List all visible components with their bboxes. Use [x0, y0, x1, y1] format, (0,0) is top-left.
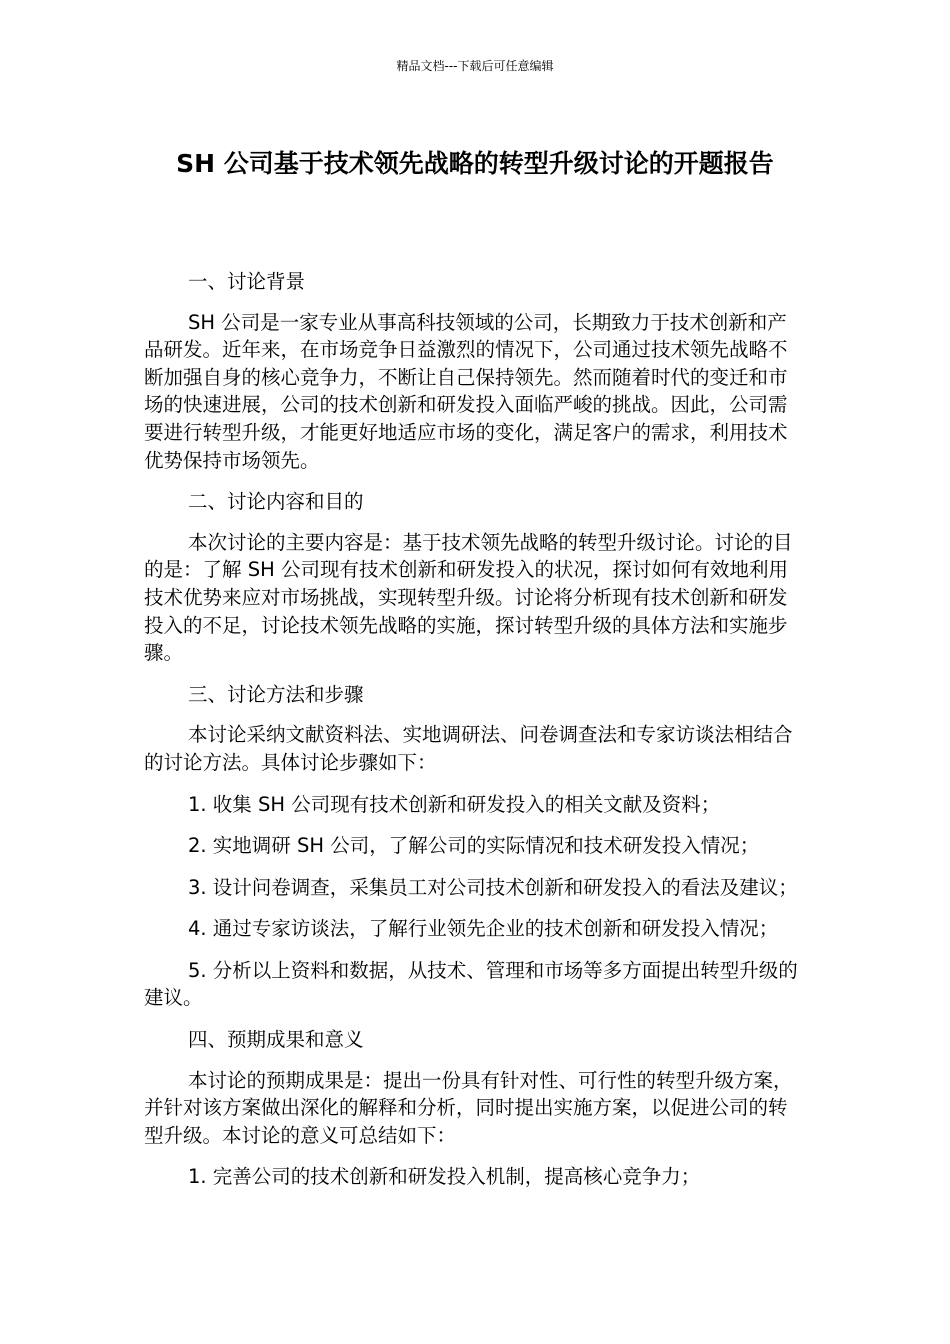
list-item-step-4: 4. 通过专家访谈法，了解行业领先企业的技术创新和研发投入情况；: [188, 917, 779, 941]
document-body: [144, 268, 806, 1205]
section-heading-expected-results: 四、预期成果和意义: [188, 1028, 364, 1052]
section-heading-background: 一、讨论背景: [188, 270, 306, 293]
list-item-step-5: 5. 分析以上资料和数据，从技术、管理和市场等多方面提出转型升级的建议。: [144, 958, 798, 1010]
section-heading-methods-steps: 三、讨论方法和步骤: [188, 682, 364, 706]
list-item-step-2: 2. 实地调研 SH 公司，了解公司的实际情况和技术研发投入情况；: [188, 834, 760, 858]
paragraph-content-purpose: 本次讨论的主要内容是：基于技术领先战略的转型升级讨论。讨论的目的是：了解 SH 公司现有技术创新和研发投入的状况，探讨如何有效地利用技术优势来应对市场挑战，实现转型升级。讨论将分析现有技术创新和研发投入的不足，讨论技术领先战略的实施，探讨转型升级的具体方法和实施步骤。: [144, 530, 793, 665]
paragraph-expected-results: 本讨论的预期成果是：提出一份具有针对性、可行性的转型升级方案，并针对该方案做出深化的解释和分析，同时提出实施方案，以促进公司的转型升级。本讨论的意义可总结如下：: [144, 1068, 793, 1147]
list-item-step-3: 3. 设计问卷调查，采集员工对公司技术创新和研发投入的看法及建议；: [188, 875, 798, 899]
list-item-significance-1: 1. 完善公司的技术创新和研发投入机制，提高核心竞争力；: [188, 1165, 701, 1189]
section-heading-content-purpose: 二、讨论内容和目的: [188, 490, 364, 514]
page-header-note: 精品文档---下载后可任意编辑: [396, 59, 554, 73]
list-item-step-1: 1. 收集 SH 公司现有技术创新和研发投入的相关文献及资料；: [188, 792, 721, 816]
paragraph-methods-intro: 本讨论采纳文献资料法、实地调研法、问卷调查法和专家访谈法相结合的讨论方法。具体讨论步骤如下：: [144, 723, 793, 774]
paragraph-background: SH 公司是一家专业从事高科技领域的公司，长期致力于技术创新和产品研发。近年来，在市场竞争日益激烈的情况下，公司通过技术领先战略不断加强自身的核心竞争力，不断让自己保持领先。然而随着时代的变迁和市场的快速进展，公司的技术创新和研发投入面临严峻的挑战。因此，公司需要进行转型升级，才能更好地适应市场的变化，满足客户的需求，利用技术优势保持市场领先。: [144, 310, 788, 472]
document-title: SH 公司基于技术领先战略的转型升级讨论的开题报告: [176, 149, 774, 178]
